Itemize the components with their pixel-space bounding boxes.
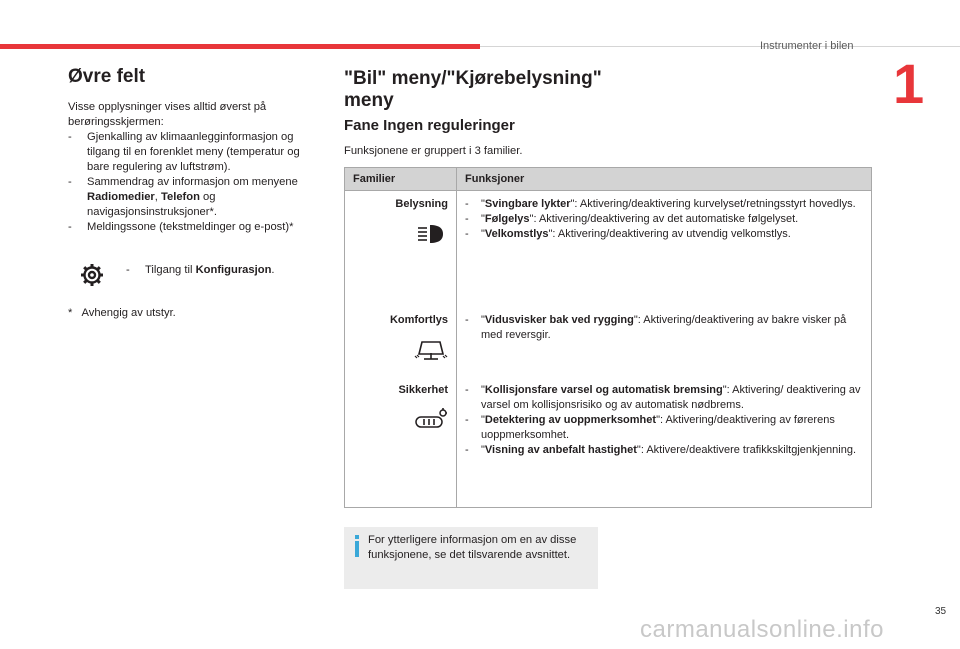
- item-text: ,: [154, 191, 161, 203]
- column-header: Familier: [345, 168, 457, 191]
- function-desc: : Aktivering/deaktivering av førerens uoppmerksomhet.: [481, 413, 835, 441]
- function-name: Kollisjonsfare varsel og automatisk bremsing: [484, 383, 723, 396]
- function-desc: : Aktivering/deaktivering kurvelyset/retningsstyrt hovedlys.: [574, 198, 856, 210]
- item-bold: Radiomedier: [87, 191, 155, 203]
- function-name: Detektering av uoppmerksomhet: [484, 413, 657, 426]
- watermark[interactable]: carmanualsonline.info: [640, 616, 884, 643]
- table-row: [345, 191, 872, 307]
- function-item: - "Vidusvisker bak ved rygging": Aktivering/deaktivering av bakre visker på med reversgir.: [465, 313, 847, 341]
- footnote-star: *: [68, 307, 73, 319]
- function-desc: : Aktivering/deaktivering av det automatiske følgelyset.: [533, 213, 799, 225]
- right-title: "Bil" meny/"Kjørebelysning" meny: [344, 68, 602, 111]
- item-text: Tilgang til: [145, 264, 196, 276]
- page-number: 35: [935, 606, 947, 617]
- function-name: Svingbare lykter: [484, 198, 571, 210]
- dash: -: [68, 221, 72, 233]
- family-name: Komfortlys: [389, 313, 448, 326]
- list-item: [126, 263, 345, 278]
- item-bold: Telefon: [160, 191, 200, 203]
- function-desc: : Aktivering/ deaktivering av varsel om kollisjonsrisiko og av automatisk nødbrems.: [481, 383, 861, 411]
- driving-safety-icon: [414, 406, 448, 432]
- info-box: [344, 527, 598, 589]
- item-text: .: [271, 264, 275, 276]
- table-header-row: [345, 168, 872, 191]
- list-item: [68, 220, 324, 235]
- item-text: og navigasjonsinstruksjoner*.: [87, 191, 217, 218]
- left-intro: [68, 100, 324, 235]
- function-name: Visning av anbefalt hastighet: [484, 443, 637, 456]
- function-item: - "Følgelys": Aktivering/deaktivering av det automatiske følgelyset.: [465, 213, 799, 225]
- intro-line: berøringsskjermen:: [68, 116, 164, 128]
- function-desc: : Aktivere/deaktivere trafikkskiltgjenkjenning.: [640, 443, 857, 456]
- list-item: [68, 175, 324, 220]
- item-text: Gjenkalling av klimaanlegginformasjon og tilgang til en forenklet meny (temperatur og bare regulering av luftstrøm).: [87, 131, 300, 173]
- function-name: Vidusvisker bak ved rygging: [484, 313, 634, 326]
- info-icon: [352, 535, 362, 557]
- function-item: - "Visning av anbefalt hastighet": Aktivere/deaktivere trafikkskiltgjenkjenning.: [465, 443, 857, 456]
- families-intro: Funksjonene er gruppert i 3 familier.: [344, 145, 523, 157]
- chapter-number: 1: [893, 52, 925, 115]
- family-cell: [345, 377, 457, 508]
- item-text: Sammendrag av informasjon om menyene: [87, 176, 298, 188]
- table-row: [345, 307, 872, 377]
- functions-cell: [457, 377, 872, 508]
- left-title: Øvre felt: [68, 66, 146, 87]
- function-item: - "Kollisjonsfare varsel og automatisk bremsing": Aktivering/ deaktivering av varsel om kollisjonsrisiko og av automatisk nødbrems.: [465, 383, 861, 411]
- footnote-text: Avhengig av utstyr.: [81, 307, 176, 319]
- dash: -: [68, 176, 72, 188]
- headlight-icon: [414, 220, 448, 246]
- footnote: [68, 306, 176, 321]
- function-desc: : Aktivering/deaktivering av bakre visker på med reversgir.: [481, 313, 847, 341]
- dash: -: [68, 131, 72, 143]
- item-text: Meldingssone (tekstmeldinger og e-post)*: [87, 221, 294, 233]
- header-rule: [480, 46, 960, 47]
- list-item: [68, 130, 324, 175]
- item-bold: Konfigurasjon: [195, 264, 272, 276]
- rear-wiper-icon: [414, 336, 448, 362]
- function-item: - "Detektering av uoppmerksomhet": Aktivering/deaktivering av førerens uoppmerksomhet.: [465, 413, 835, 441]
- function-desc: : Aktivering/deaktivering av utvendig velkomstlys.: [552, 228, 791, 240]
- gear-icon: [80, 263, 104, 287]
- functions-table: [344, 167, 872, 508]
- function-name: Følgelys: [484, 213, 530, 225]
- functions-cell: [457, 307, 872, 377]
- family-name: Belysning: [395, 198, 448, 210]
- function-item: - "Svingbare lykter": Aktivering/deaktivering kurvelyset/retningsstyrt hovedlys.: [465, 198, 856, 210]
- family-cell: [345, 307, 457, 377]
- table-row: [345, 377, 872, 508]
- info-text: For ytterligere informasjon om en av disse funksjonene, se det tilsvarende avsnittet.: [368, 534, 577, 561]
- function-name: Velkomstlys: [484, 228, 549, 240]
- subtitle: Fane Ingen reguleringer: [344, 117, 515, 134]
- dash: -: [126, 264, 130, 276]
- family-cell: [345, 191, 457, 307]
- family-name: Sikkerhet: [398, 383, 448, 396]
- function-item: - "Velkomstlys": Aktivering/deaktivering av utvendig velkomstlys.: [465, 228, 791, 240]
- header-accent-bar: [0, 44, 480, 49]
- column-header: Funksjoner: [457, 168, 872, 191]
- functions-cell: [457, 191, 872, 307]
- intro-line: Visse opplysninger vises alltid øverst på: [68, 101, 267, 113]
- section-title: Instrumenter i bilen: [760, 40, 854, 52]
